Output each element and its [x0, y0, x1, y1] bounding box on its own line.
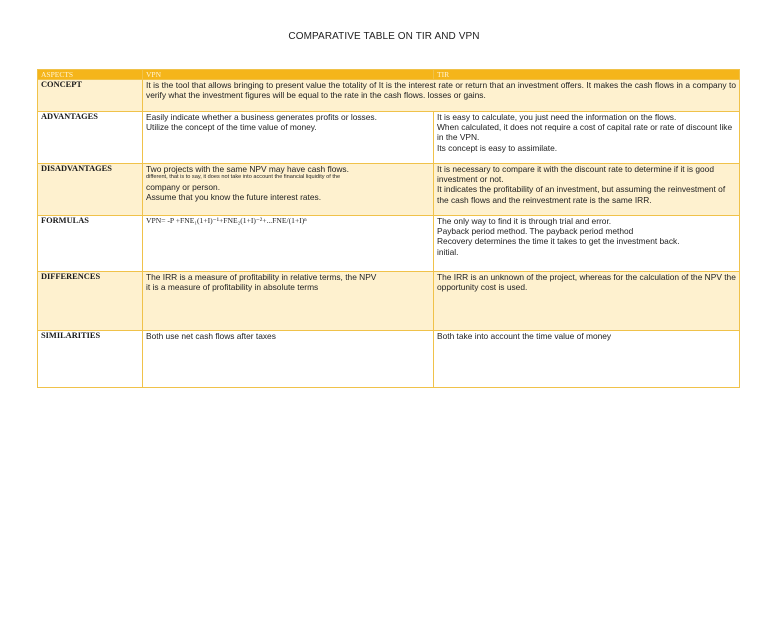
list-item: Easily indicate whether a business generates profits or losses.	[146, 112, 377, 122]
list-item: Two projects with the same NPV may have cash flows.	[146, 164, 349, 174]
aspect-differences: DIFFERENCES	[38, 272, 143, 331]
table-row-disadvantages	[38, 164, 740, 216]
page-title: COMPARATIVE TABLE ON TIR AND VPN	[288, 31, 480, 42]
similarities-tir: Both take into account the time value of money	[434, 331, 740, 388]
differences-tir: The IRR is an unknown of the project, whereas for the calculation of the NPV the opportunity cost is used.	[434, 272, 740, 331]
table-row-formulas	[38, 216, 740, 272]
advantages-tir	[434, 112, 740, 164]
list-item: Payback period method. The payback period method	[437, 226, 634, 237]
list-item: The only way to find it is through trial and error.	[437, 216, 612, 226]
small-note: different, that is to say, it does not take into account the financial liquidity of the	[146, 174, 341, 181]
table-row-concept	[38, 80, 740, 112]
aspect-similarities: SIMILARITIES	[38, 331, 143, 388]
list-item: It is easy to calculate, you just need the information on the flows.	[437, 112, 677, 122]
header-vpn: VPN	[143, 70, 434, 80]
table-row-advantages	[38, 112, 740, 164]
disadvantages-tir	[434, 164, 740, 216]
list-item: Its concept is easy to assimilate.	[437, 142, 558, 153]
aspect-advantages: ADVANTAGES	[38, 112, 143, 164]
comparison-table	[37, 69, 740, 388]
aspect-formulas: FORMULAS	[38, 216, 143, 272]
list-item: Assume that you know the future interest rates.	[146, 192, 322, 202]
list-item: When calculated, it does not require a cost of capital rate or rate of discount like in the VPN.	[437, 122, 733, 143]
table-row-similarities	[38, 331, 740, 388]
list-item: it is a measure of profitability in absolute terms	[146, 282, 319, 293]
list-item: It indicates the profitability of an investment, but assuming the reinvestment of the cash flows and the reinvestment rate is the same IRR.	[437, 184, 726, 205]
similarities-vpn: Both use net cash flows after taxes	[143, 331, 434, 388]
advantages-vpn	[143, 112, 434, 164]
list-item: It is necessary to compare it with the discount rate to determine if it is good investment or not.	[437, 164, 714, 185]
concept-text: It is the tool that allows bringing to present value the totality of It is the interest rate or return that an investment offers. It makes the cash flows in a company to verify what the investment figures will be equal to the rate in the cash flows. losses or gains.	[143, 80, 740, 112]
header-aspects: ASPECTS	[38, 70, 143, 80]
list-item: company or person.	[146, 181, 221, 192]
aspect-disadvantages: DISADVANTAGES	[38, 164, 143, 216]
differences-vpn	[143, 272, 434, 331]
aspect-concept: CONCEPT	[38, 80, 143, 112]
list-item: The IRR is a measure of profitability in relative terms, the NPV	[146, 272, 377, 282]
table-row-differences	[38, 272, 740, 331]
table-header-row	[38, 70, 740, 80]
header-tir: TIR	[434, 70, 740, 80]
disadvantages-vpn	[143, 164, 434, 216]
formulas-vpn	[143, 216, 434, 272]
list-item: Recovery determines the time it takes to get the investment back.	[437, 236, 680, 247]
vpn-formula: VPN= -P +FNE₁(1+I)⁻¹+FNE₂(1+I)⁻²+...FNE/(1+I)ⁿ	[146, 216, 307, 225]
formulas-tir	[434, 216, 740, 272]
list-item: initial.	[437, 246, 459, 257]
list-item: Utilize the concept of the time value of money.	[146, 122, 317, 133]
